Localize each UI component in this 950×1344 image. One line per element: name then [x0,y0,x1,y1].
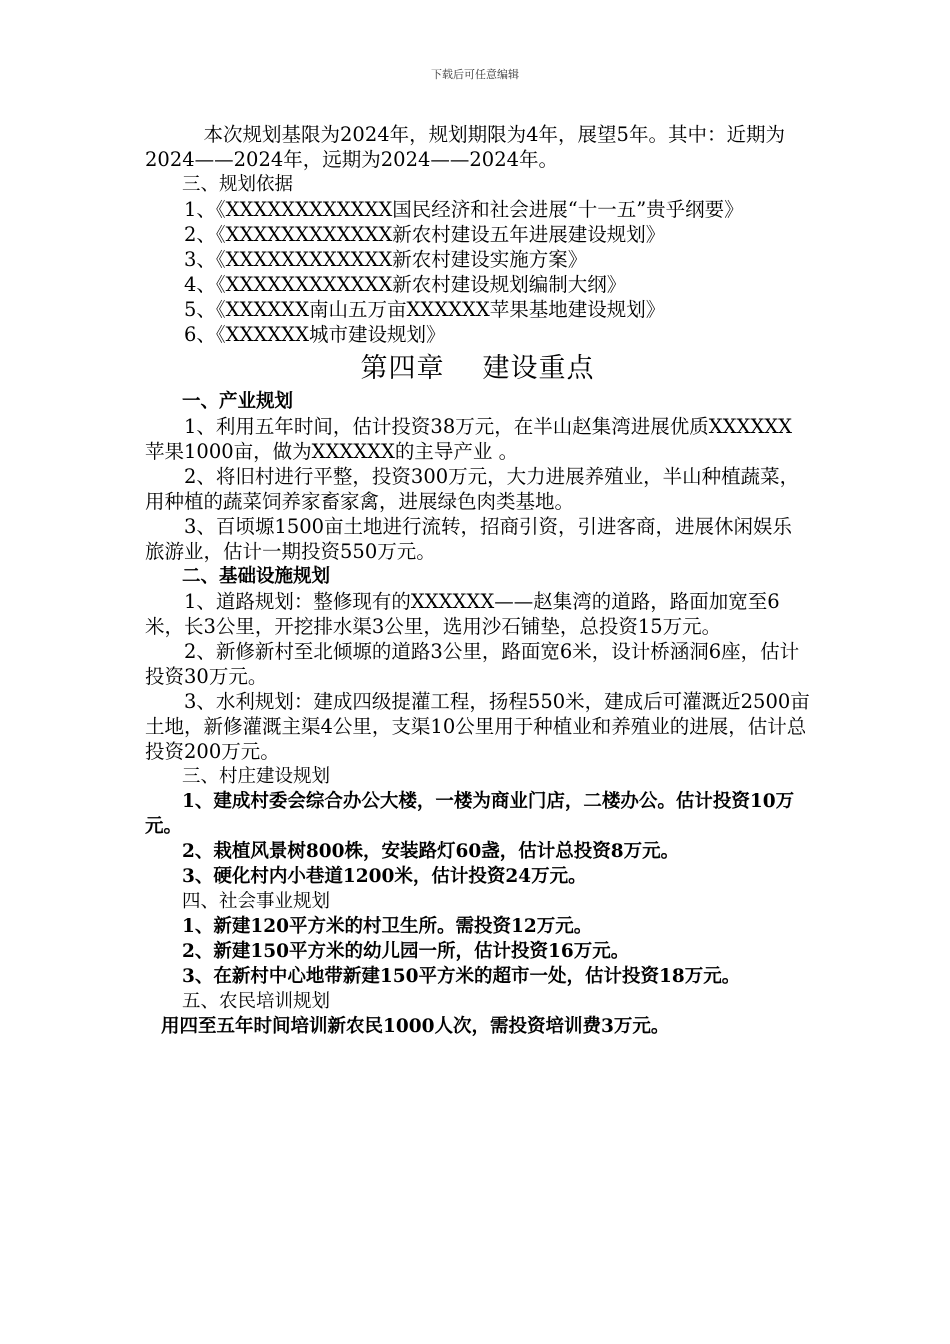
social-item: 1、新建120平方米的村卫生所。需投资12万元。 [182,916,593,937]
social-item: 2、新建150平方米的幼儿园一所，估计投资16万元。 [182,941,630,962]
chapter-number: 第四章 [360,353,445,384]
section-heading-training: 五、农民培训规划 [182,991,331,1012]
village-item: 3、硬化村内小巷道1200米，估计投资24万元。 [182,866,587,887]
basis-item: 5、《XXXXXX南山五万亩XXXXXX苹果基地建设规划》 [184,298,666,321]
section-heading-village: 三、村庄建设规划 [182,766,331,787]
industry-item: 1、利用五年时间，估计投资38万元，在半山赵集湾进展优质XXXXXX苹果1000亩，做为XXXXXX的主导产业 。 [145,415,793,463]
section-heading-social: 四、社会事业规划 [182,891,331,912]
basis-item: 3、《XXXXXXXXXXXX新农村建设实施方案》 [184,248,588,271]
document-body [145,122,810,1039]
intro-paragraph: 本次规划基限为2024年，规划期限为4年，展望5年。其中：近期为2024——2024年，远期为2024——2024年。 [145,123,785,171]
page-header: 下载后可任意编辑 [431,68,519,81]
infra-item: 2、新修新村至北倾塬的道路3公里，路面宽6米，设计桥涵洞6座，估计投资30万元。 [145,640,800,688]
section-heading-industry: 一、产业规划 [182,391,294,412]
section-heading-basis: 三、规划依据 [182,174,294,195]
basis-item: 2、《XXXXXXXXXXXX新农村建设五年进展建设规划》 [184,223,666,246]
infra-item: 1、道路规划：整修现有的XXXXXX——赵集湾的道路，路面加宽至6米，长3公里，开挖排水渠3公里，选用沙石铺垫，总投资15万元。 [145,590,780,638]
chapter-title [145,351,810,387]
basis-item: 4、《XXXXXXXXXXXX新农村建设规划编制大纲》 [184,273,627,296]
training-text: 用四至五年时间培训新农民1000人次，需投资培训费3万元。 [161,1016,670,1037]
basis-item: 6、《XXXXXX城市建设规划》 [184,323,446,346]
chapter-name: 建设重点 [482,353,595,384]
section-heading-infra: 二、基础设施规划 [182,566,331,587]
infra-item: 3、水利规划：建成四级提灌工程，扬程550米，建成后可灌溉近2500亩土地，新修灌溉主渠4公里，支渠10公里用于种植业和养殖业的进展，估计总投资200万元。 [145,690,810,763]
village-item: 2、栽植风景树800株，安装路灯60盏，估计总投资8万元。 [182,841,680,862]
basis-item: 1、《XXXXXXXXXXXX国民经济和社会进展“十一五”贵乎纲要》 [184,198,744,221]
village-item: 1、建成村委会综合办公大楼，一楼为商业门店，二楼办公。估计投资10万元。 [145,791,795,837]
industry-item: 2、将旧村进行平整，投资300万元，大力进展养殖业，半山种植蔬菜，用种植的蔬菜饲养家畜家禽，进展绿色肉类基地。 [145,465,800,513]
industry-item: 3、百顷塬1500亩土地进行流转，招商引资，引进客商，进展休闲娱乐旅游业，估计一期投资550万元。 [145,515,793,563]
social-item: 3、在新村中心地带新建150平方米的超市一处，估计投资18万元。 [182,966,741,987]
